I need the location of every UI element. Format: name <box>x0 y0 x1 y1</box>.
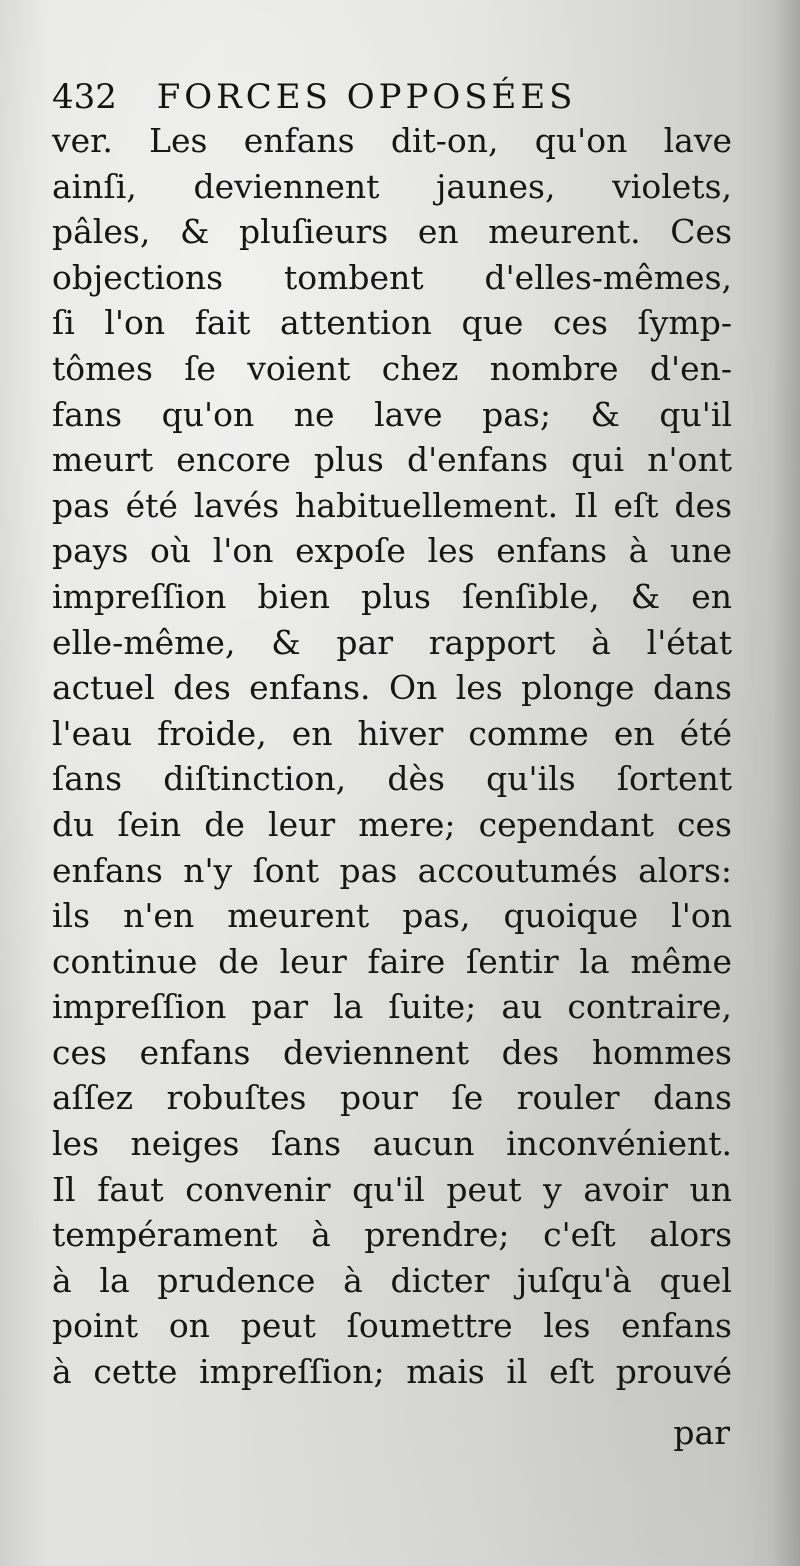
text-line: meurt encore plus d'enfans qui n'ont <box>52 440 732 480</box>
text-line: du ſein de leur mere; cependant ces <box>52 804 732 844</box>
text-line: enfans n'y ſont pas accoutumés alors: <box>52 850 732 890</box>
page-number: 432 <box>52 77 117 117</box>
catchword: par <box>673 1413 730 1452</box>
text-line: à cette impreſſion; mais il eſt prouvé <box>52 1352 732 1392</box>
text-line: aſſez robuſtes pour ſe rouler dans <box>52 1078 732 1118</box>
text-line: pays où l'on expoſe les enfans à une <box>52 531 732 571</box>
text-line: point on peut ſoumettre les enfans <box>52 1306 732 1346</box>
text-line: impreſſion par la ſuite; au contraire, <box>52 987 732 1027</box>
text-line: tômes ſe voient chez nombre d'en- <box>52 348 732 388</box>
text-line: fans qu'on ne lave pas; & qu'il <box>52 394 732 434</box>
body-text <box>52 118 732 1395</box>
text-line: les neiges ſans aucun inconvénient. <box>52 1124 732 1164</box>
text-line: continue de leur faire ſentir la même <box>52 941 732 981</box>
running-title: FORCES OPPOSÉES <box>156 77 577 117</box>
text-line: pâles, & pluſieurs en meurent. Ces <box>52 212 732 252</box>
text-line: ainſi, deviennent jaunes, violets, <box>52 166 732 206</box>
text-line: ſi l'on fait attention que ces ſymp- <box>52 303 732 343</box>
text-line: impreſſion bien plus ſenſible, & en <box>52 576 732 616</box>
text-line: actuel des enfans. On les plonge dans <box>52 668 732 708</box>
page-edge-shadow <box>772 0 800 1566</box>
text-line: à la prudence à dicter juſqu'à quel <box>52 1260 732 1300</box>
text-line: ils n'en meurent pas, quoique l'on <box>52 896 732 936</box>
text-line: Il faut convenir qu'il peut y avoir un <box>52 1169 732 1209</box>
text-line: elle-même, & par rapport à l'état <box>52 622 732 662</box>
text-line: ces enfans deviennent des hommes <box>52 1032 732 1072</box>
text-line: pas été lavés habituellement. Il eſt des <box>52 485 732 525</box>
text-line: l'eau froide, en hiver comme en été <box>52 713 732 753</box>
text-line: ver. Les enfans dit-on, qu'on lave <box>52 121 732 160</box>
page-header <box>52 72 742 122</box>
text-line: objections tombent d'elles-mêmes, <box>52 257 732 297</box>
text-line: ſans diſtinction, dès qu'ils ſortent <box>52 759 732 799</box>
text-line: tempérament à prendre; c'eſt alors <box>52 1215 732 1255</box>
